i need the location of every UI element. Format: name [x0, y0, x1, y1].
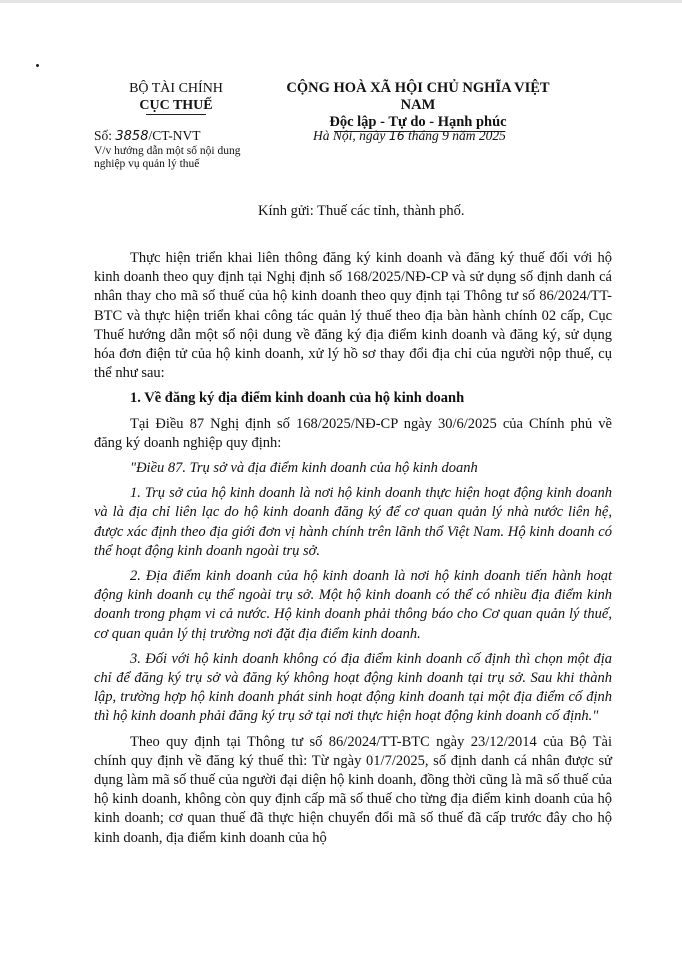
document-subject: V/v hướng dẫn một số nội dung nghiệp vụ quản lý thuế	[94, 145, 241, 170]
document-number	[94, 128, 201, 145]
ministry-name: BỘ TÀI CHÍNH	[129, 81, 223, 96]
handwritten-number: 3858	[115, 129, 149, 144]
handwritten-day: 16	[388, 128, 405, 143]
quote-article-title: "Điều 87. Trụ sở và địa điểm kinh doanh của hộ kinh doanh	[130, 460, 478, 477]
paragraph-circular-reference: Theo quy định tại Thông tư số 86/2024/TT-BTC ngày 23/12/2014 của Bộ Tài chính quy định về đăng ký thuế thì: Từ ngày 01/7/2025, số định danh cá nhân được sử dụng làm mã số thuế của người đại diện hộ kinh doanh, đồng thời cũng là mã số thuế của hộ kinh doanh, không còn quy định cấp mã số thuế cho từng địa điểm kinh doanh của hộ kinh doanh; cơ quan thuế đã thực hiện chuyển đổi mã số thuế đã cấp trước đây cho hộ kinh doanh, địa điểm kinh doanh của hộ	[94, 733, 612, 846]
quote-clause-2: 2. Địa điểm kinh doanh của hộ kinh doanh là nơi hộ kinh doanh tiến hành hoạt động kinh doanh cụ thể ngoài trụ sở. Một hộ kinh doanh có thể có nhiều địa điểm kinh doanh trong phạm vi cả nước. Hộ kinh doanh phải thông báo cho Cơ quan quản lý thuế, cơ quan quản lý thị trường nơi đặt địa điểm kinh doanh.	[94, 568, 612, 642]
agency-underline	[146, 114, 206, 115]
national-heading	[268, 80, 568, 132]
date-suffix: tháng 9 năm 2025	[404, 128, 506, 143]
quote-clause-1: 1. Trụ sở của hộ kinh doanh là nơi hộ kinh doanh thực hiện hoạt động kinh doanh và là địa chỉ liên lạc do hộ kinh doanh đăng ký để cơ quan quản lý nhà nước liên hệ, được xác định theo địa giới đơn vị hành chính trên lãnh thổ Việt Nam. Hộ kinh doanh có thể hoạt động kinh doanh ngoài trụ sở.	[94, 485, 612, 559]
paragraph-decree-reference: Tại Điều 87 Nghị định số 168/2025/NĐ-CP ngày 30/6/2025 của Chính phủ về đăng ký doanh nghiệp quy định:	[94, 415, 612, 451]
issuing-agency	[104, 80, 248, 115]
document-body	[94, 249, 612, 848]
nation-name: CỘNG HOÀ XÃ HỘI CHỦ NGHĨA VIỆT NAM	[286, 80, 550, 113]
national-motto: Độc lập - Tự do - Hạnh phúc	[329, 114, 507, 130]
salutation: Kính gửi: Thuế các tỉnh, thành phố.	[258, 203, 465, 219]
intro-paragraph: Thực hiện triển khai liên thông đăng ký kinh doanh và đăng ký thuế đối với hộ kinh doanh theo quy định tại Nghị định số 168/2025/NĐ-CP và sử dụng số định danh cá nhân thay cho mã số thuế của hộ kinh doanh theo quy định tại Thông tư số 86/2024/TT-BTC và thực hiện triển khai công tác quản lý thuế theo địa bàn hành chính 02 cấp, Cục Thuế hướng dẫn một số nội dung về đăng ký địa điểm kinh doanh và đăng ký, sử dụng hóa đơn điện tử của hộ kinh doanh, xử lý hồ sơ thay đổi địa chỉ của người nộp thuế, cụ thể như sau:	[94, 250, 612, 382]
scan-edge	[0, 0, 682, 3]
quote-clause-3: 3. Đối với hộ kinh doanh không có địa điểm kinh doanh cố định thì chọn một địa chỉ để đăng ký trụ sở và đăng ký không hoạt động kinh doanh tại trụ sở. Sau khi thành lập, trường hợp hộ kinh doanh phát sinh hoạt động kinh doanh tại một địa điểm cố định thì hộ kinh doanh phải đăng ký trụ sở tại nơi thực hiện hoạt động kinh doanh cố định."	[94, 650, 612, 725]
scan-speck	[36, 64, 39, 67]
document-date	[313, 128, 506, 144]
date-prefix: Hà Nội, ngày	[313, 128, 389, 143]
number-suffix: /CT-NVT	[148, 128, 201, 143]
department-name: CỤC THUẾ	[139, 98, 213, 113]
number-prefix: Số:	[94, 128, 116, 143]
section-1-heading: 1. Về đăng ký địa điểm kinh doanh của hộ kinh doanh	[130, 390, 465, 407]
